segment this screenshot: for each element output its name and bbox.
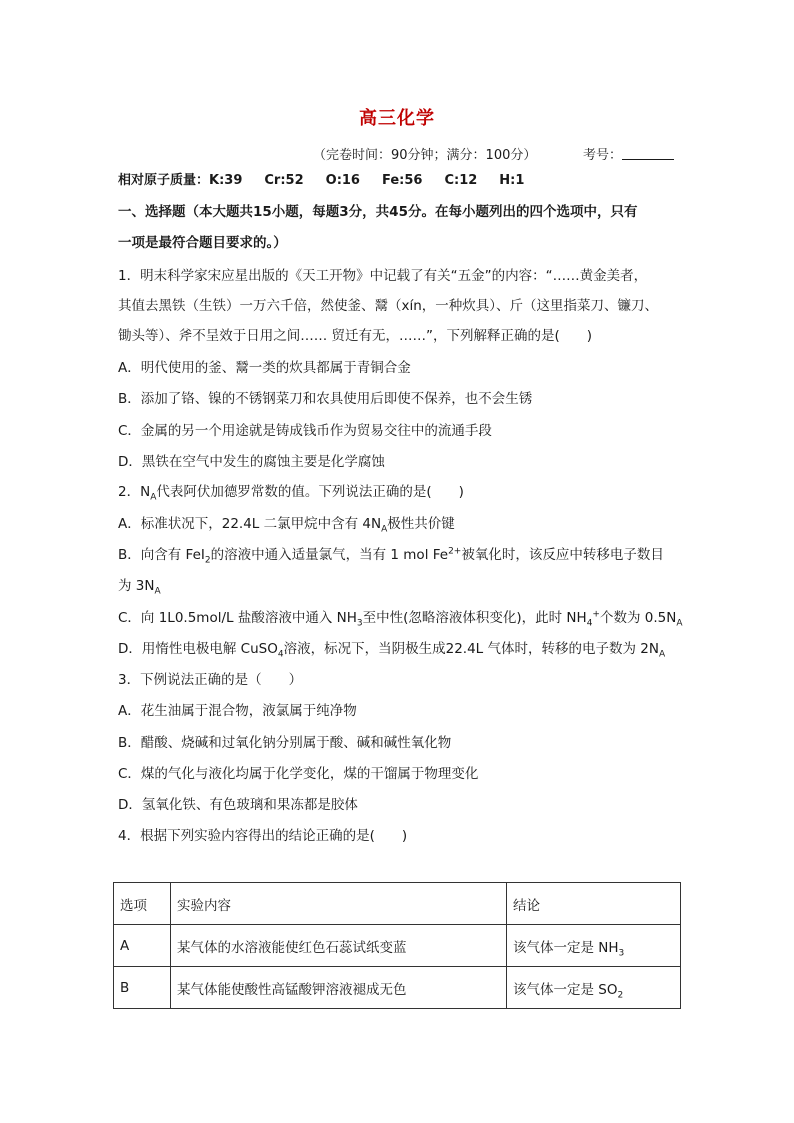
question-1-option-d: D．黑铁在空气中发生的腐蚀主要是化学腐蚀 — [118, 454, 385, 470]
question-1-stem: 1．明末科学家宋应星出版的《天工开物》中记载了有关“五金”的内容：“……黄金美者， — [118, 268, 648, 284]
question-3-option-b: B．醋酸、烧碱和过氧化钠分别属于酸、碱和碱性氧化物 — [118, 735, 452, 751]
question-3-option-d: D．氢氧化铁、有色玻璃和果冻都是胶体 — [118, 797, 358, 813]
table-header-cell: 选项 — [114, 883, 171, 925]
exam-number-blank — [622, 147, 674, 160]
question-2-option-d: D．用惰性电极电解 CuSO$_4$溶液，标况下，当阴极生成22.4L 气体时，转移的电子数为 $2N_A$ — [118, 641, 666, 660]
question-1-stem: 其值去黑铁（生铁）一万六千倍，然使釜、鬵（xín，一种炊具）、斤（这里指菜刀、镰刀、 — [118, 298, 659, 314]
question-2-option-c: C．向 1L0.5mol/L 盐酸溶液中通入 $NH_3$至中性(忽略溶液体积变化)，此时 $NH_4^+$个数为 $0.5N_A$ — [118, 609, 683, 629]
question-1-option-c: C．金属的另一个用途就是铸成钱币作为贸易交往中的流通手段 — [118, 423, 492, 439]
atom-mass: Cr:52 — [264, 173, 304, 188]
atomic-mass-label: 相对原子质量： — [118, 173, 210, 188]
question-1-option-a: A．明代使用的釜、鬵一类的炊具都属于青铜合金 — [118, 360, 411, 376]
question-1-option-b: B．添加了铬、镍的不锈钢菜刀和农具使用后即使不保养，也不会生锈 — [118, 391, 533, 407]
table-header-cell: 实验内容 — [171, 883, 507, 925]
table-row — [114, 967, 681, 1009]
question-3-option-c: C．煤的气化与液化均属于化学变化，煤的干馏属于物理变化 — [118, 766, 479, 782]
table-cell-conclusion: 该气体一定是 $SO_2$ — [507, 967, 681, 1009]
exam-number-field — [583, 144, 674, 163]
table-header-row — [114, 883, 681, 925]
table-header-cell: 结论 — [507, 883, 681, 925]
question-2-option-b-cont: 为 $3N_A$ — [118, 578, 161, 597]
question-3-option-a: A．花生油属于混合物，液氯属于纯净物 — [118, 703, 357, 719]
atom-mass: Fe:56 — [381, 173, 423, 188]
table-cell-content: 某气体能使酸性高锰酸钾溶液褪成无色 — [171, 967, 507, 1009]
question-3-stem: 3．下例说法正确的是（ ） — [118, 672, 303, 688]
question-2-option-a: A．标准状况下，22.4L 二氯甲烷中含有 $4N_A$极性共价键 — [118, 516, 455, 535]
atom-mass: O:16 — [325, 173, 360, 188]
page-title: 高三化学 — [359, 108, 435, 129]
exam-number-label: 考号： — [583, 148, 623, 163]
exam-info: （完卷时间：90分钟；满分：100分） — [313, 148, 537, 163]
table-cell-option: A — [114, 925, 171, 967]
table-cell-conclusion: 该气体一定是 $NH_3$ — [507, 925, 681, 967]
atomic-mass-line — [118, 171, 524, 191]
table-row — [114, 925, 681, 967]
atom-mass: H:1 — [499, 173, 525, 188]
table-cell-option: B — [114, 967, 171, 1009]
section-heading-cont: 一项是最符合题目要求的。） — [118, 235, 287, 251]
question-1-stem: 锄头等）、斧不呈效于日用之间…… 贸迁有无，……”，下列解释正确的是( ) — [118, 328, 593, 344]
question-4-stem: 4．根据下列实验内容得出的结论正确的是( ) — [118, 828, 408, 844]
question-2-option-b: B．向含有 FeI$_2$的溶液中通入适量氯气，当有 1 mol $Fe^{2+}$被氧化时，该反应中转移电子数目 — [118, 546, 664, 566]
table-cell-content: 某气体的水溶液能使红色石蕊试纸变蓝 — [171, 925, 507, 967]
question-2-stem: 2．$N_A$代表阿伏加德罗常数的值。下列说法正确的是( ) — [118, 484, 464, 503]
question-4-table — [113, 882, 681, 1009]
section-heading: 一、选择题（本大题共15小题，每题3分，共45分。在每小题列出的四个选项中，只有 — [118, 204, 638, 220]
atom-mass: C:12 — [444, 173, 478, 188]
atom-mass: K:39 — [209, 173, 243, 188]
